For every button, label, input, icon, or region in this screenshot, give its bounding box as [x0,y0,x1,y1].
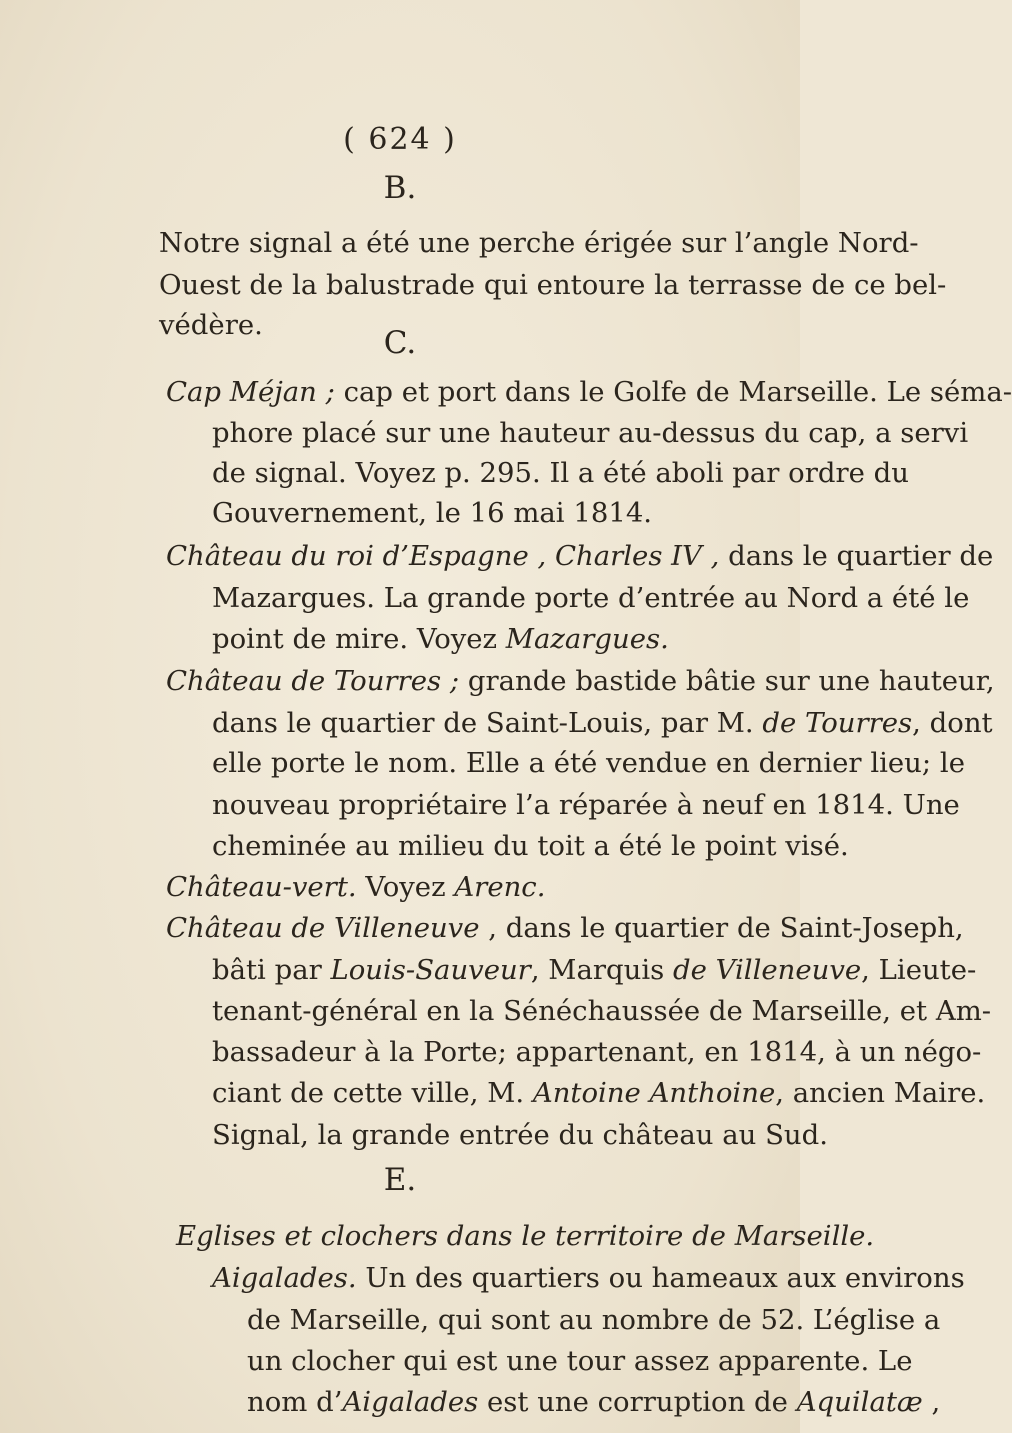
entry-title: Cap Méjan ; [166,376,335,408]
section-letter-b: B. [383,170,417,206]
section-heading: Eglises et clochers dans le territoire de Marseille. [176,1220,875,1252]
entry-title: Château de Tourres ; [166,665,460,697]
entry-text: Voyez [356,871,455,903]
text-line: elle porte le nom. Elle a été vendue en dernier lieu; le [212,747,965,779]
section-letter-e: E. [383,1162,417,1198]
entry-text: point de mire. Voyez [212,623,506,655]
section-letter-c: C. [383,325,417,361]
entry-text: , [922,1386,941,1418]
text-line [212,623,669,655]
text-line: de Marseille, qui sont au nombre de 52. L’église a [247,1304,941,1336]
entry-text: est une corruption de [478,1386,797,1418]
entry-title: Château du roi d’Espagne , Charles IV , [166,540,720,572]
text-line: cheminée au milieu du toit a été le point visé. [212,830,849,862]
text-line: Mazargues. La grande porte d’entrée au Nord a été le [212,582,970,614]
text-line: phore placé sur une hauteur au-dessus du cap, a servi [212,417,969,449]
person-name: de Tourres [762,707,913,739]
entry-title: Château de Villeneuve [166,912,480,944]
entry-text: , Lieute- [861,954,977,986]
entry-chateau-vert [166,871,546,903]
latin-term: Aquilatæ [796,1386,923,1418]
entry-chateau-roi [166,540,994,572]
text-line: Signal, la grande entrée du château au Sud. [212,1119,828,1151]
entry-text: , dont [912,707,993,739]
text-line: Gouvernement, le 16 mai 1814. [212,497,653,529]
text-line: Ouest de la balustrade qui entoure la terrasse de ce bel- [159,269,947,301]
entry-aigalades [212,1262,965,1294]
entry-text: grande bastide bâtie sur une hauteur, [459,665,995,697]
text-line: nouveau propriétaire l’a réparée à neuf en 1814. Une [212,789,960,821]
entry-text: ciant de cette ville, M. [212,1077,533,1109]
entry-text: , dans le quartier de Saint-Joseph, [479,912,964,944]
entry-text: , Marquis [530,954,673,986]
entry-text: dans le quartier de [719,540,994,572]
entry-title: Château-vert. [166,871,357,903]
text-line [212,707,993,739]
entry-title: Aigalades. [212,1262,357,1294]
text-line: de signal. Voyez p. 295. Il a été aboli par ordre du [212,457,909,489]
text-line: bassadeur à la Porte; appartenant, en 1814, à un négo- [212,1036,982,1068]
entry-text: Un des quartiers ou hameaux aux environs [356,1262,965,1294]
person-name: Louis-Sauveur [330,954,531,986]
entry-text: nom d’ [247,1386,343,1418]
text-line: Notre signal a été une perche érigée sur l’angle Nord- [159,227,919,259]
entry-chateau-villeneuve [166,912,964,944]
page-number: ( 624 ) [343,122,457,157]
text-line [247,1386,941,1418]
text-line: un clocher qui est une tour assez apparente. Le [247,1345,913,1377]
text-line [212,1077,986,1109]
entry-cap-mejan [166,376,1012,408]
entry-text: cap et port dans le Golfe de Marseille. Le séma- [334,376,1012,408]
person-name: de Villeneuve [672,954,862,986]
cross-reference: Arenc. [454,871,546,903]
person-name: Antoine Anthoine [532,1077,776,1109]
text-line [212,954,977,986]
cross-reference: Mazargues. [505,623,669,655]
entry-text: , ancien Maire. [775,1077,986,1109]
entry-chateau-tourres [166,665,995,697]
entry-text: bâti par [212,954,331,986]
text-line: tenant-général en la Sénéchaussée de Marseille, et Am- [212,995,992,1027]
place-name: Aigalades [342,1386,479,1418]
text-line: védère. [159,309,263,341]
entry-text: dans le quartier de Saint-Louis, par M. [212,707,763,739]
